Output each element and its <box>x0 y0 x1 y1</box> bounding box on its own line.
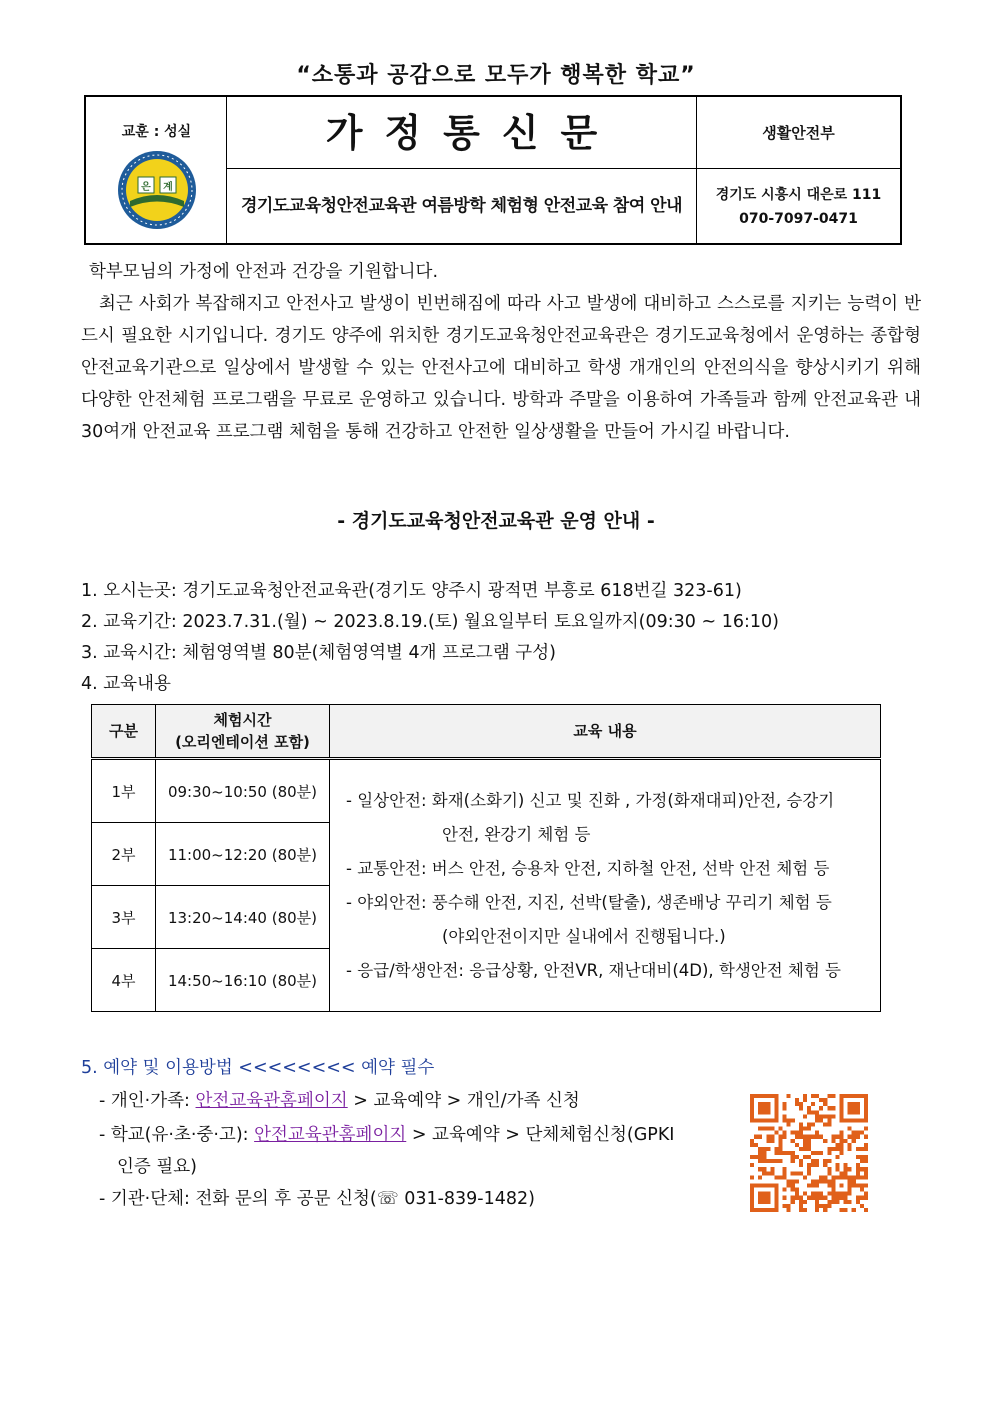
department-name: 생활안전부 <box>697 97 900 169</box>
greeting-text: 학부모님의 가정에 안전과 건강을 기원합니다. <box>89 262 439 282</box>
reservation-school <box>81 1118 761 1152</box>
info-content-heading: 4. 교육내용 <box>81 674 171 694</box>
reservation-personal-label: - 개인·가족: <box>99 1091 196 1111</box>
info-location: 1. 오시는곳: 경기도교육청안전교육관(경기도 양주시 광적면 부흥로 618번길 323-61) <box>81 581 742 601</box>
school-motto-cell <box>86 97 227 243</box>
school-slogan: “소통과 공감으로 모두가 행복한 학교” <box>296 63 696 88</box>
row-time: 14:50~16:10 (80분) <box>156 949 330 1012</box>
reservation-organization: - 기관·단체: 전화 문의 후 공문 신청(☏ 031-839-1482) <box>99 1189 535 1209</box>
reservation-personal-steps: > 교육예약 > 개인/가족 신청 <box>347 1091 580 1111</box>
row-section: 4부 <box>92 949 156 1012</box>
header-content: 교육 내용 <box>330 705 881 759</box>
row-time: 09:30~10:50 (80분) <box>156 759 330 823</box>
newsletter-title: 가정통신문 <box>227 97 697 169</box>
school-phone: 070-7097-0471 <box>739 211 858 227</box>
intro-paragraph <box>81 288 921 448</box>
school-address: 경기도 시흥시 대은로 111 <box>715 187 882 203</box>
row-time: 13:20~14:40 (80분) <box>156 886 330 949</box>
row-section: 3부 <box>92 886 156 949</box>
row-section: 1부 <box>92 759 156 823</box>
svg-text:은: 은 <box>141 182 151 193</box>
header-section: 구분 <box>92 705 156 759</box>
row-section: 2부 <box>92 823 156 886</box>
school-logo-icon <box>116 149 198 231</box>
section-title: - 경기도교육청안전교육관 운영 안내 - <box>337 510 655 532</box>
content-daily-safety: - 일상안전: 화재(소화기) 신고 및 진화 , 가정(화재대피)안전, 승강기 <box>346 790 835 810</box>
table-row <box>92 759 881 823</box>
newsletter-subtitle: 경기도교육청안전교육관 여름방학 체험형 안전교육 참여 안내 <box>227 169 697 243</box>
content-outdoor-safety: - 야외안전: 풍수해 안전, 지진, 선박(탈출), 생존배낭 꾸리기 체험 등 <box>346 892 832 912</box>
header-time-note: (오리엔테이션 포함) <box>175 733 310 751</box>
row-time: 11:00~12:20 (80분) <box>156 823 330 886</box>
content-traffic-safety: - 교통안전: 버스 안전, 승용차 안전, 지하철 안전, 선박 안전 체험 등 <box>346 858 830 878</box>
intro-paragraph-text: 최근 사회가 복잡해지고 안전사고 발생이 빈번해짐에 따라 사고 발생에 대비하고 스스로를 지키는 능력이 반드시 필요한 시기입니다. 경기도 양주에 위치한 경기도교육청안전교육관은 경기도교육청에서 운영하는 종합형 안전교육기관으로 일상에서 발생할 수 있는 안전사고에 대비하고 학생 개개인의 안전의식을 향상시키기 위해 다양한 안전체험 프로그램을 무료로 운영하고 있습니다. 방학과 주말을 이용하여 가족들과 함께 안전교육관 내 30여개 안전교육 프로그램 체험을 통해 건강하고 안전한 일상생활을 만들어 가시길 바랍니다. <box>81 294 921 442</box>
school-motto: 교훈 : 성실 <box>121 124 192 140</box>
header-time <box>156 705 330 759</box>
safety-center-homepage-link[interactable]: 안전교육관홈페이지 <box>195 1091 348 1111</box>
reservation-section <box>81 1052 761 1216</box>
reservation-heading: 5. 예약 및 이용방법 <<<<<<<< 예약 필수 <box>81 1058 435 1078</box>
newsletter-header <box>84 95 902 245</box>
header-time-label: 체험시간 <box>213 711 272 729</box>
content-outdoor-safety-note: (야외안전이지만 실내에서 진행됩니다.) <box>442 926 726 946</box>
qr-code-icon[interactable] <box>750 1094 868 1212</box>
education-schedule-table <box>91 704 881 1012</box>
reservation-personal <box>81 1084 761 1118</box>
info-period: 2. 교육기간: 2023.7.31.(월) ~ 2023.8.19.(토) 월요일부터 토요일까지(09:30 ~ 16:10) <box>81 612 779 632</box>
info-list <box>81 576 921 700</box>
education-content <box>330 759 881 1012</box>
svg-text:계: 계 <box>163 182 173 193</box>
info-hours: 3. 교육시간: 체험영역별 80분(체험영역별 4개 프로그램 구성) <box>81 643 556 663</box>
reservation-school-steps: > 교육예약 > 단체체험신청(GPKI <box>406 1125 675 1145</box>
reservation-school-label: - 학교(유·초·중·고): <box>99 1125 255 1145</box>
content-daily-safety-cont: 안전, 완강기 체험 등 <box>442 824 591 844</box>
safety-center-homepage-link[interactable]: 안전교육관홈페이지 <box>254 1125 407 1145</box>
table-header-row <box>92 705 881 759</box>
reservation-school-cont: 인증 필요) <box>117 1157 198 1177</box>
school-contact <box>697 169 900 243</box>
content-emergency-safety: - 응급/학생안전: 응급상황, 안전VR, 재난대비(4D), 학생안전 체험 등 <box>346 960 841 980</box>
